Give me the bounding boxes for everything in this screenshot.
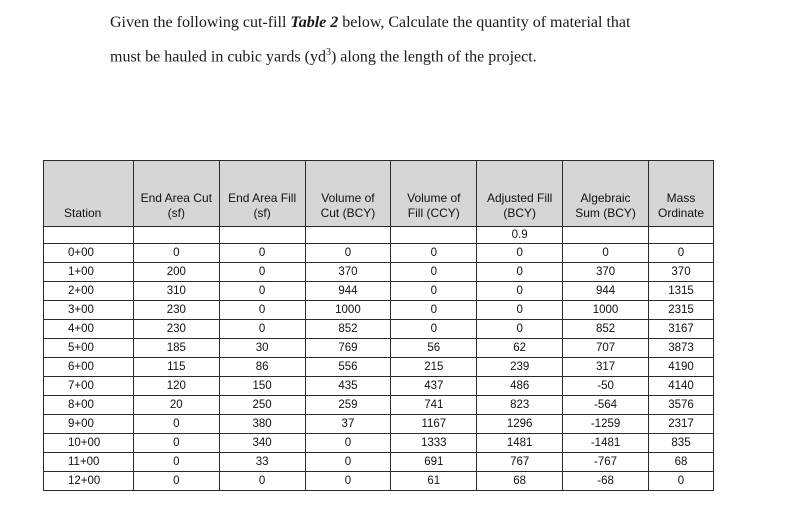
volume-cut-cell: 556 [305,358,391,377]
question-line-2: must be hauled in cubic yards $(yd^3)$ along the length of the project. [110,47,537,66]
table-row [44,282,714,301]
table-row [44,434,714,453]
table-reference: Table 2 [290,14,339,31]
volume-cut-cell: 37 [305,415,391,434]
volume-fill-cell: 691 [391,453,477,472]
end-area-fill-cell: 150 [219,377,305,396]
end-area-cut-cell: 230 [133,320,219,339]
adjusted-fill-cell: 1296 [477,415,563,434]
algebraic-sum-cell: -68 [563,472,649,491]
algebraic-sum-cell: 317 [563,358,649,377]
mass-ordinate-cell: 68 [649,453,714,472]
volume-fill-cell: 741 [391,396,477,415]
station-cell: 4+00 [44,320,134,339]
mass-ordinate-cell: 3167 [649,320,714,339]
end-area-fill-cell: 0 [219,472,305,491]
shrinkage-factor: 0.9 [477,227,563,244]
mass-ordinate-cell: 0 [649,244,714,263]
end-area-cut-cell: 0 [133,453,219,472]
end-area-fill-cell: 0 [219,320,305,339]
station-cell: 11+00 [44,453,134,472]
volume-fill-cell: 0 [391,244,477,263]
header-volume-fill: Volume of Fill (CCY) [391,161,477,227]
station-cell: 1+00 [44,263,134,282]
volume-fill-cell: 1167 [391,415,477,434]
end-area-fill-cell: 33 [219,453,305,472]
table-row [44,339,714,358]
end-area-fill-cell: 250 [219,396,305,415]
volume-cut-cell: 852 [305,320,391,339]
header-end-area-fill: End Area Fill (sf) [219,161,305,227]
volume-fill-cell: 56 [391,339,477,358]
header-volume-cut: Volume of Cut (BCY) [305,161,391,227]
algebraic-sum-cell: -564 [563,396,649,415]
end-area-cut-cell: 0 [133,472,219,491]
adjusted-fill-cell: 486 [477,377,563,396]
mass-ordinate-cell: 2317 [649,415,714,434]
table-row [44,301,714,320]
end-area-cut-cell: 0 [133,244,219,263]
end-area-fill-cell: 340 [219,434,305,453]
mass-ordinate-cell: 835 [649,434,714,453]
adjusted-fill-cell: 239 [477,358,563,377]
shrinkage-factor-row [44,227,714,244]
question-text [110,8,750,72]
station-cell: 7+00 [44,377,134,396]
algebraic-sum-cell: 852 [563,320,649,339]
algebraic-sum-cell: -767 [563,453,649,472]
mass-ordinate-cell: 370 [649,263,714,282]
end-area-fill-cell: 0 [219,301,305,320]
station-cell: 6+00 [44,358,134,377]
algebraic-sum-cell: -1481 [563,434,649,453]
algebraic-sum-cell: 1000 [563,301,649,320]
station-cell: 9+00 [44,415,134,434]
end-area-cut-cell: 20 [133,396,219,415]
cut-fill-table [43,160,714,491]
station-cell: 2+00 [44,282,134,301]
mass-ordinate-cell: 2315 [649,301,714,320]
algebraic-sum-cell: 0 [563,244,649,263]
adjusted-fill-cell: 68 [477,472,563,491]
header-adjusted-fill: Adjusted Fill (BCY) [477,161,563,227]
adjusted-fill-cell: 0 [477,244,563,263]
table-row [44,320,714,339]
table-row [44,396,714,415]
mass-ordinate-cell: 4140 [649,377,714,396]
volume-cut-cell: 0 [305,453,391,472]
end-area-cut-cell: 115 [133,358,219,377]
question-line-1: Given the following cut-fill Table 2 below, Calculate the quantity of material that [110,14,631,31]
end-area-cut-cell: 230 [133,301,219,320]
adjusted-fill-cell: 0 [477,263,563,282]
cut-fill-table-container [43,160,734,491]
adjusted-fill-cell: 767 [477,453,563,472]
end-area-cut-cell: 0 [133,434,219,453]
table-row [44,453,714,472]
station-cell: 3+00 [44,301,134,320]
adjusted-fill-cell: 823 [477,396,563,415]
end-area-cut-cell: 120 [133,377,219,396]
mass-ordinate-cell: 4190 [649,358,714,377]
station-cell: 12+00 [44,472,134,491]
volume-cut-cell: 944 [305,282,391,301]
mass-ordinate-cell: 1315 [649,282,714,301]
header-end-area-cut: End Area Cut (sf) [133,161,219,227]
end-area-cut-cell: 200 [133,263,219,282]
header-mass-ordinate: Mass Ordinate [649,161,714,227]
table-row [44,244,714,263]
end-area-cut-cell: 185 [133,339,219,358]
mass-ordinate-cell: 0 [649,472,714,491]
end-area-fill-cell: 30 [219,339,305,358]
end-area-fill-cell: 0 [219,263,305,282]
mass-ordinate-cell: 3576 [649,396,714,415]
end-area-fill-cell: 0 [219,282,305,301]
volume-fill-cell: 0 [391,320,477,339]
table-row [44,263,714,282]
volume-cut-cell: 1000 [305,301,391,320]
volume-cut-cell: 370 [305,263,391,282]
table-row [44,415,714,434]
volume-cut-cell: 435 [305,377,391,396]
volume-fill-cell: 1333 [391,434,477,453]
volume-cut-cell: 259 [305,396,391,415]
station-cell: 8+00 [44,396,134,415]
table-row [44,377,714,396]
volume-fill-cell: 0 [391,263,477,282]
volume-fill-cell: 61 [391,472,477,491]
end-area-fill-cell: 0 [219,244,305,263]
algebraic-sum-cell: -50 [563,377,649,396]
volume-fill-cell: 437 [391,377,477,396]
header-row [44,161,714,227]
end-area-cut-cell: 310 [133,282,219,301]
adjusted-fill-cell: 0 [477,282,563,301]
volume-cut-cell: 0 [305,472,391,491]
adjusted-fill-cell: 0 [477,301,563,320]
volume-cut-cell: 0 [305,434,391,453]
adjusted-fill-cell: 0 [477,320,563,339]
volume-fill-cell: 215 [391,358,477,377]
algebraic-sum-cell: 370 [563,263,649,282]
end-area-fill-cell: 380 [219,415,305,434]
algebraic-sum-cell: -1259 [563,415,649,434]
station-cell: 5+00 [44,339,134,358]
table-row [44,472,714,491]
end-area-cut-cell: 0 [133,415,219,434]
volume-cut-cell: 0 [305,244,391,263]
header-station: Station [44,161,134,227]
adjusted-fill-cell: 1481 [477,434,563,453]
header-algebraic-sum: Algebraic Sum (BCY) [563,161,649,227]
algebraic-sum-cell: 944 [563,282,649,301]
volume-cut-cell: 769 [305,339,391,358]
mass-ordinate-cell: 3873 [649,339,714,358]
table-body [44,244,714,491]
station-cell: 10+00 [44,434,134,453]
volume-fill-cell: 0 [391,282,477,301]
station-cell: 0+00 [44,244,134,263]
algebraic-sum-cell: 707 [563,339,649,358]
adjusted-fill-cell: 62 [477,339,563,358]
table-row [44,358,714,377]
end-area-fill-cell: 86 [219,358,305,377]
volume-fill-cell: 0 [391,301,477,320]
